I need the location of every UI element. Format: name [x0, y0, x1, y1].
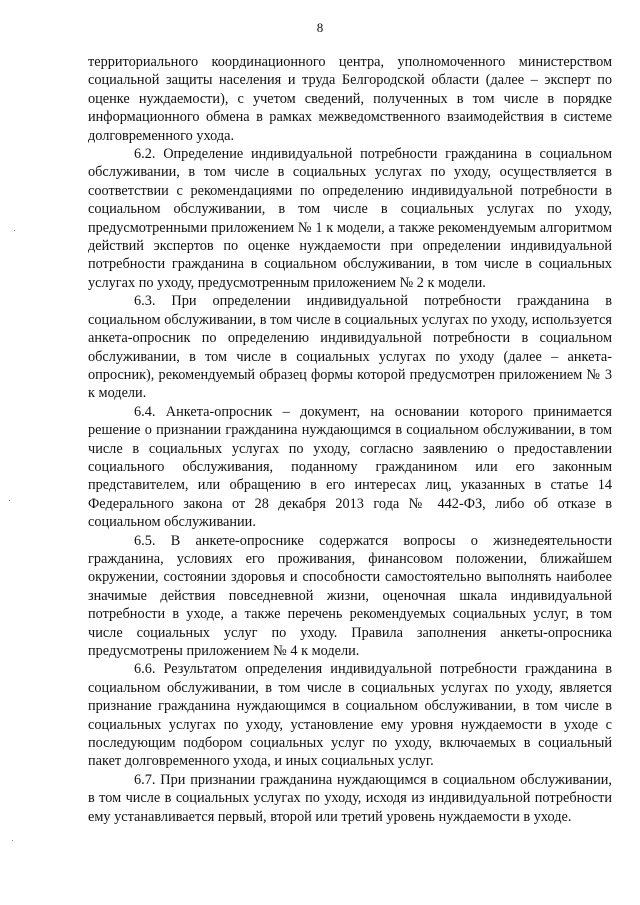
paragraph-6-2: 6.2. Определение индивидуальной потребности гражданина в социальном обслуживании, в том числе в социальных услугах по уходу, осуществляется в соответствии с рекомендациями по определению индивидуальной потребности в социальном обслуживании, в том числе в социальных услугах по уходу, предусмотренными приложением № 1 к модели, а также рекомендуемым алгоритмом действий экспертов по оценке нуждаемости при определении индивидуальной потребности гражданина в социальном обслуживании, в том числе в социальных услугах по уходу, предусмотренным приложением № 2 к модели.: [88, 146, 612, 291]
scan-speck: [9, 500, 10, 501]
paragraph-6-4: 6.4. Анкета-опросник – документ, на основании которого принимается решение о признании гражданина нуждающимся в социальном обслуживании, в том числе в социальных услугах по уходу, согласно заявлению о предоставлении социального обслуживания, поданному гражданином или его законным представителем, или обращению в его интересах лиц, указанных в статье 14 Федерального закона от 28 декабря 2013 года № 442-ФЗ, либо об отказе в социальном обслуживании.: [88, 403, 612, 531]
paragraph-6-7: 6.7. При признании гражданина нуждающимся в социальном обслуживании, в том числе в социальных услугах по уходу, исходя из индивидуальной потребности ему устанавливается первый, второй или третий уровень нуждаемости в уходе.: [88, 771, 612, 825]
paragraph-6-6: 6.6. Результатом определения индивидуальной потребности гражданина в социальном обслуживании, в том числе в социальных услугах по уходу, является признание гражданина нуждающимся в социальном обслуживании, в том числе в социальных услугах по уходу, установление ему уровня нуждаемости в уходе с последующим подбором социальных услуг по уходу, включаемых в социальный пакет долговременного ухода, и иных социальных услуг.: [88, 661, 612, 770]
scan-speck: [12, 840, 13, 841]
document-body: [88, 53, 612, 826]
paragraph-6-1-continuation: территориального координационного центра, уполномоченного министерством социальной защиты населения и труда Белгородской области (далее – эксперт по оценке нуждаемости), с учетом сведений, полученных в том числе в порядке информационного обмена в рамках межведомственного взаимодействия в системе долговременного ухода.: [88, 54, 612, 144]
scan-speck: [14, 230, 15, 231]
page-number: 8: [316, 20, 324, 35]
paragraph-6-3: 6.3. При определении индивидуальной потребности гражданина в социальном обслуживании, в том числе в социальных услугах по уходу, используется анкета-опросник по определению индивидуальной потребности в социальном обслуживании, в том числе в социальных услугах по уходу (далее – анкета-опросник), рекомендуемый образец формы которой предусмотрен приложением № 3 к модели.: [88, 293, 612, 402]
paragraph-6-5: 6.5. В анкете-опроснике содержатся вопросы о жизнедеятельности гражданина, условиях его проживания, финансовом положении, ближайшем окружении, состоянии здоровья и способности самостоятельно выполнять наиболее значимые действия повседневной жизни, оценочная шкала индивидуальной потребности в уходе, а также перечень рекомендуемых социальных услуг, в том числе социальных услуг по уходу. Правила заполнения анкеты-опросника предусмотрены приложением № 4 к модели.: [88, 532, 612, 659]
